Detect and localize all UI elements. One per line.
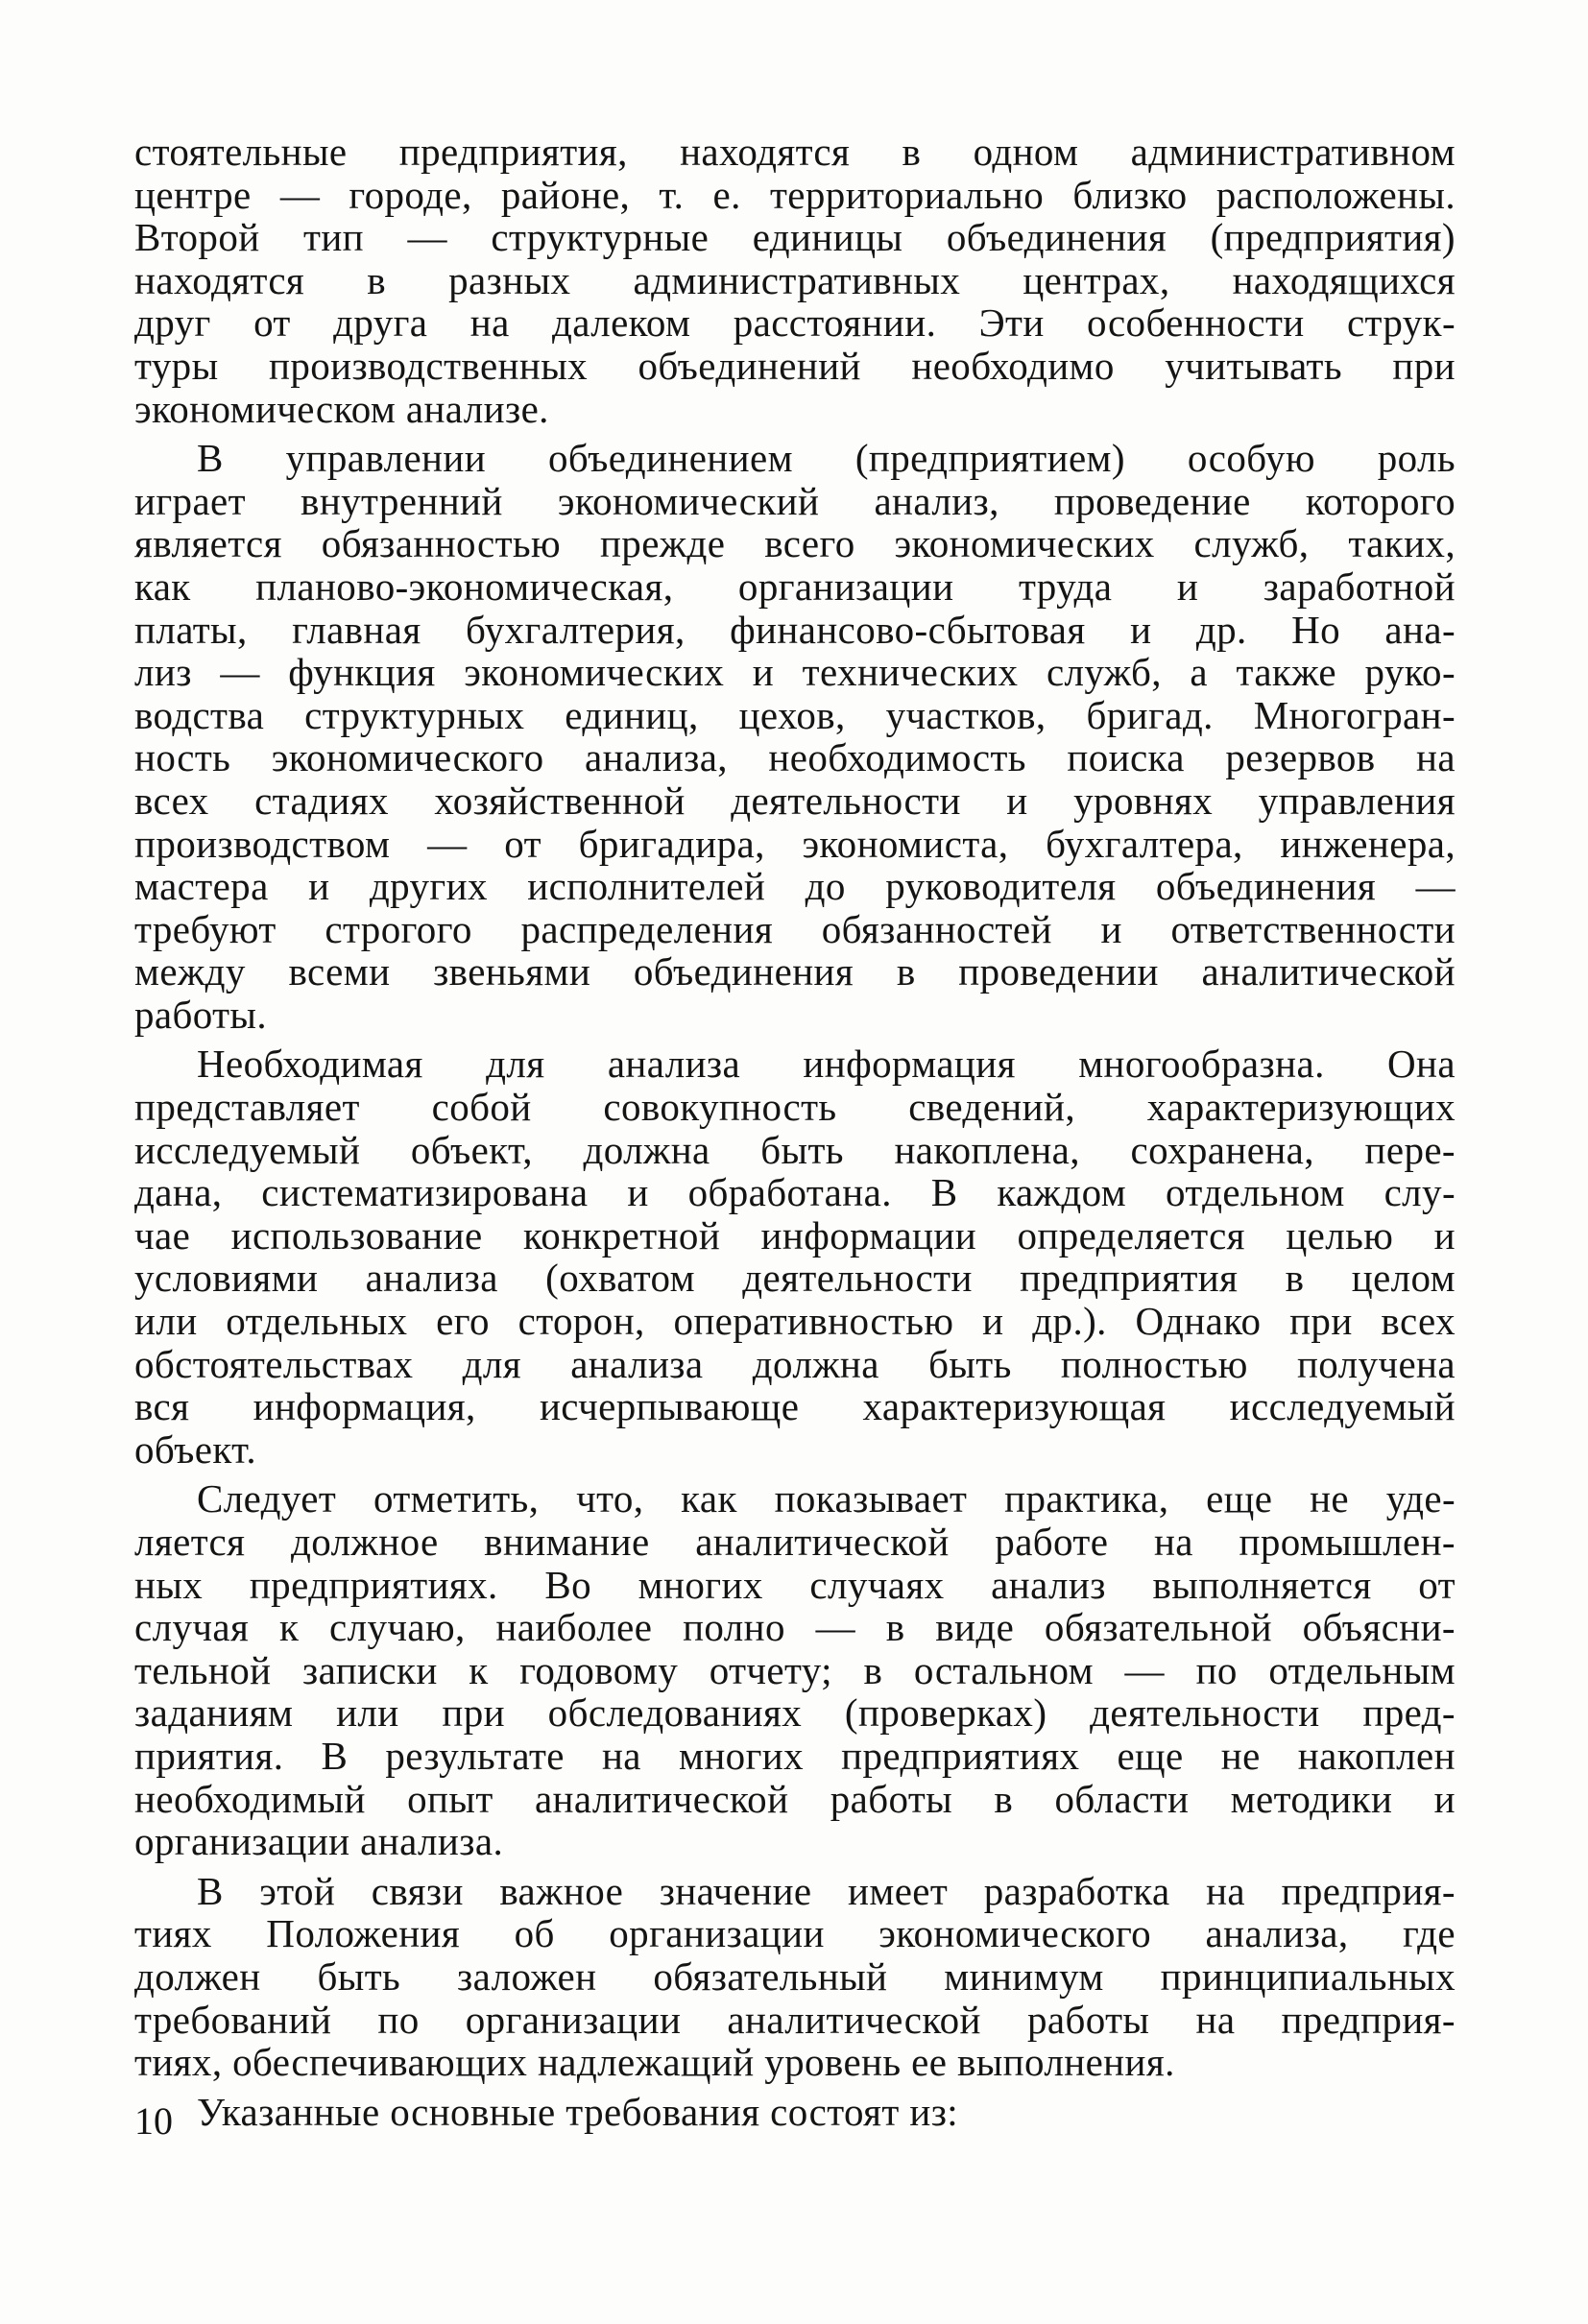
- text-line: центре — городе, районе, т. е. территориально близко расположены.: [134, 172, 1456, 217]
- text-line: Необходимая для анализа информация многообразна. Она: [197, 1042, 1456, 1087]
- text-line: является обязанностью прежде всего экономических служб, таких,: [134, 521, 1456, 566]
- text-line: дана, систематизирована и обработана. В каждом отдельном слу-: [134, 1170, 1456, 1215]
- text-line: Указанные основные требования состоят из:: [197, 2089, 959, 2134]
- text-line: как планово-экономическая, организации труда и заработной: [134, 563, 1456, 609]
- paragraph: [134, 437, 1456, 1036]
- text-line: необходимый опыт аналитической работы в области методики и: [134, 1776, 1456, 1821]
- paragraph: [134, 1477, 1456, 1862]
- text-line: В управлении объединением (предприятием) особую роль: [197, 436, 1456, 481]
- text-line: лиз — функция экономических и технических служб, а также руко-: [134, 650, 1456, 695]
- body-text: [134, 131, 1456, 2140]
- text-line: ляется должное внимание аналитической работе на промышлен-: [134, 1520, 1456, 1564]
- text-line: Второй тип — структурные единицы объединения (предприятия): [134, 215, 1456, 260]
- text-line: тиях, обеспечивающих надлежащий уровень ее выполнения.: [134, 2040, 1175, 2085]
- text-line: между всеми звеньями объединения в проведении аналитической: [134, 949, 1456, 994]
- text-line: ность экономического анализа, необходимость поиска резервов на: [134, 735, 1456, 780]
- text-line: приятия. В результате на многих предприятиях еще не накоплен: [134, 1733, 1456, 1778]
- page-number: 10: [134, 2099, 173, 2143]
- text-line: случая к случаю, наиболее полно — в виде обязательной объясни-: [134, 1605, 1456, 1650]
- text-line: объект.: [134, 1426, 257, 1472]
- text-line: ных предприятиях. Во многих случаях анализ выполняется от: [134, 1562, 1456, 1607]
- text-line: Следует отметить, что, как показывает практика, еще не уде-: [197, 1476, 1456, 1521]
- text-line: В этой связи важное значение имеет разработка на предприя-: [197, 1868, 1456, 1913]
- text-line: туры производственных объединений необходимо учитывать при: [134, 343, 1456, 388]
- text-line: условиями анализа (охватом деятельности предприятия в целом: [134, 1256, 1456, 1301]
- text-line: платы, главная бухгалтерия, финансово-сбытовая и др. Но ана-: [134, 607, 1456, 652]
- paragraph: [134, 131, 1456, 430]
- text-line: должен быть заложен обязательный минимум принципиальных: [134, 1953, 1456, 1999]
- text-line: исследуемый объект, должна быть накоплена, сохранена, пере-: [134, 1127, 1456, 1172]
- paragraph: [134, 1042, 1456, 1471]
- text-line: вся информация, исчерпывающе характеризующая исследуемый: [134, 1384, 1456, 1429]
- text-line: находятся в разных административных центрах, находящихся: [134, 257, 1456, 302]
- text-line: играет внутренний экономический анализ, проведение которого: [134, 478, 1456, 523]
- text-line: всех стадиях хозяйственной деятельности и уровнях управления: [134, 778, 1456, 823]
- text-line: производством — от бригадира, экономиста, бухгалтера, инженера,: [134, 821, 1456, 866]
- text-line: организации анализа.: [134, 1819, 504, 1864]
- text-line: требований по организации аналитической работы на предприя-: [134, 1997, 1456, 2042]
- text-line: друг от друга на далеком расстоянии. Эти особенности струк-: [134, 300, 1456, 346]
- text-line: экономическом анализе.: [134, 386, 549, 431]
- paragraph: [134, 1870, 1456, 2084]
- text-line: обстоятельствах для анализа должна быть полностью получена: [134, 1341, 1456, 1386]
- text-line: мастера и других исполнителей до руководителя объединения —: [134, 864, 1456, 909]
- text-line: тельной записки к годовому отчету; в остальном — по отдельным: [134, 1647, 1456, 1692]
- text-line: требуют строгого распределения обязанностей и ответственности: [134, 906, 1456, 951]
- text-line: или отдельных его сторон, оперативностью и др.). Однако при всех: [134, 1299, 1456, 1344]
- text-line: тиях Положения об организации экономического анализа, где: [134, 1911, 1456, 1956]
- text-line: стоятельные предприятия, находятся в одном административном: [134, 130, 1456, 174]
- text-line: чае использование конкретной информации определяется целью и: [134, 1212, 1456, 1258]
- paragraph: [134, 2091, 1456, 2134]
- text-line: представляет собой совокупность сведений, характеризующих: [134, 1085, 1456, 1130]
- text-line: заданиям или при обследованиях (проверках) деятельности пред-: [134, 1690, 1456, 1736]
- text-line: водства структурных единиц, цехов, участков, бригад. Многогран-: [134, 692, 1456, 737]
- text-line: работы.: [134, 992, 268, 1037]
